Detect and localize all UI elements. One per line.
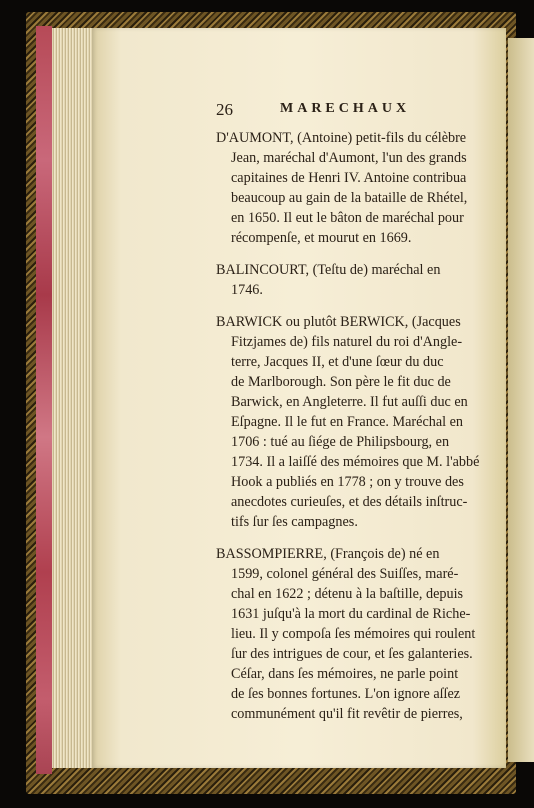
entry-line: BARWICK ou plutôt BERWICK, (Jacques [216,314,461,330]
entry-line: anecdotes curieuſes, et des détails inſtruc- [231,494,468,510]
entry-line: BALINCOURT, (Teſtu de) maréchal en [216,262,441,278]
entry-line: récompenſe, et mourut en 1669. [231,230,412,246]
entry-line: de ſes bonnes fortunes. L'on ignore aſſez [231,686,461,702]
entry-line: Jean, maréchal d'Aumont, l'un des grands [231,150,467,166]
entry-bassompierre [216,544,484,724]
entry-line: 1734. Il a laiſſé des mémoires que M. l'abbé [231,454,480,470]
entry-line: de Marlborough. Son père le fit duc de [231,374,451,390]
facing-page-edge [508,38,534,762]
entry-line: Eſpagne. Il le fut en France. Maréchal en [231,414,464,430]
entry-line: capitaines de Henri IV. Antoine contribua [231,170,467,186]
entry-line: 1746. [231,282,263,298]
marbled-edge [36,26,52,774]
entry-line: lieu. Il y compoſa ſes mémoires qui roulent [231,626,476,642]
entry-balincourt [216,260,484,300]
entry-line: Barwick, en Angleterre. Il fut auſſi duc en [231,394,468,410]
entry-line: communément qu'il fit revêtir de pierres, [231,706,463,722]
entry-line: ſur des intrigues de cour, et ſes galanteries. [231,646,473,662]
entry-line: Hook a publiés en 1778 ; on y trouve des [231,474,464,490]
entries-list [216,128,484,736]
entry-line: Fitzjames de) fils naturel du roi d'Angle- [231,334,463,350]
page-edges [52,28,94,768]
entry-barwick [216,312,484,532]
page-header [216,100,484,124]
entry-line: terre, Jacques II, et d'une ſœur du duc [231,354,444,370]
entry-line: Céſar, dans ſes mémoires, ne parle point [231,666,459,682]
entry-line: 1631 juſqu'à la mort du cardinal de Riche- [231,606,471,622]
entry-line: beaucoup au gain de la bataille de Rhétel, [231,190,468,206]
entry-line: D'AUMONT, (Antoine) petit-fils du célèbre [216,130,467,146]
entry-line: en 1650. Il eut le bâton de maréchal pour [231,210,464,226]
running-head: MARECHAUX [280,101,411,116]
entry-line: BASSOMPIERRE, (François de) né en [216,546,440,562]
page-number: 26 [216,100,233,119]
entry-daumont [216,128,484,248]
entry-line: chal en 1622 ; détenu à la baſtille, depuis [231,586,464,602]
entry-line: 1599, colonel général des Suiſſes, maré- [231,566,459,582]
entry-line: 1706 : tué au ſiége de Philipsbourg, en [231,434,450,450]
entry-line: tifs ſur ſes campagnes. [231,514,358,530]
